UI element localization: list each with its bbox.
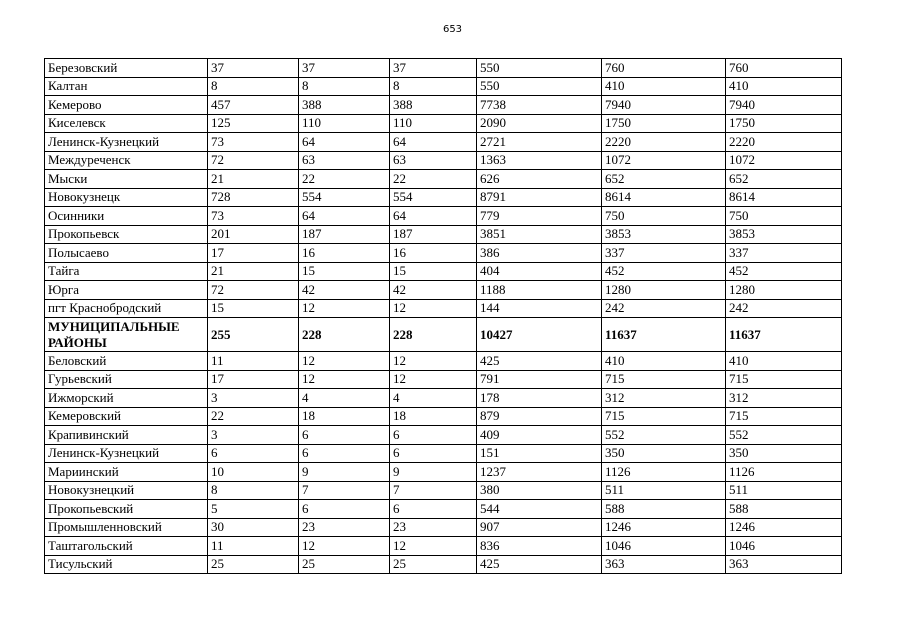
value-cell: 242 [602, 299, 726, 318]
row-label-cell: пгт Краснобродский [45, 299, 208, 318]
value-cell: 1072 [602, 151, 726, 170]
value-cell: 1046 [726, 537, 842, 556]
table-row [45, 555, 842, 574]
value-cell: 12 [299, 299, 390, 318]
value-cell: 42 [390, 281, 477, 300]
value-cell: 3851 [477, 225, 602, 244]
value-cell: 760 [726, 59, 842, 78]
value-cell: 12 [390, 370, 477, 389]
row-label-cell: Кемеровский [45, 407, 208, 426]
value-cell: 187 [390, 225, 477, 244]
value-cell: 8614 [602, 188, 726, 207]
table-row [45, 444, 842, 463]
row-label-cell: Прокопьевский [45, 500, 208, 519]
row-label-cell: Прокопьевск [45, 225, 208, 244]
value-cell: 110 [299, 114, 390, 133]
table-row [45, 262, 842, 281]
value-cell: 242 [726, 299, 842, 318]
value-cell: 511 [602, 481, 726, 500]
value-cell: 25 [299, 555, 390, 574]
value-cell: 178 [477, 389, 602, 408]
value-cell: 728 [208, 188, 299, 207]
value-cell: 64 [299, 207, 390, 226]
value-cell: 312 [726, 389, 842, 408]
value-cell: 21 [208, 170, 299, 189]
value-cell: 18 [390, 407, 477, 426]
value-cell: 715 [602, 407, 726, 426]
table-row [45, 207, 842, 226]
table-row [45, 170, 842, 189]
table-row [45, 463, 842, 482]
value-cell: 380 [477, 481, 602, 500]
table-row [45, 318, 842, 352]
value-cell: 16 [299, 244, 390, 263]
value-cell: 125 [208, 114, 299, 133]
value-cell: 151 [477, 444, 602, 463]
value-cell: 11637 [602, 318, 726, 352]
value-cell: 2220 [602, 133, 726, 152]
value-cell: 388 [299, 96, 390, 115]
value-cell: 715 [726, 370, 842, 389]
row-label-cell: Междуреченск [45, 151, 208, 170]
value-cell: 7940 [726, 96, 842, 115]
value-cell: 17 [208, 244, 299, 263]
value-cell: 201 [208, 225, 299, 244]
value-cell: 1280 [726, 281, 842, 300]
row-label-cell: Гурьевский [45, 370, 208, 389]
value-cell: 64 [299, 133, 390, 152]
value-cell: 1750 [602, 114, 726, 133]
table-row [45, 500, 842, 519]
value-cell: 10 [208, 463, 299, 482]
value-cell: 22 [299, 170, 390, 189]
value-cell: 18 [299, 407, 390, 426]
value-cell: 750 [726, 207, 842, 226]
value-cell: 425 [477, 555, 602, 574]
value-cell: 388 [390, 96, 477, 115]
value-cell: 25 [390, 555, 477, 574]
row-label-cell: МУНИЦИПАЛЬНЫЕ РАЙОНЫ [45, 318, 208, 352]
value-cell: 907 [477, 518, 602, 537]
row-label-cell: Тайга [45, 262, 208, 281]
value-cell: 8 [208, 481, 299, 500]
table-row [45, 407, 842, 426]
value-cell: 255 [208, 318, 299, 352]
value-cell: 9 [390, 463, 477, 482]
value-cell: 1363 [477, 151, 602, 170]
value-cell: 1280 [602, 281, 726, 300]
value-cell: 30 [208, 518, 299, 537]
value-cell: 6 [299, 444, 390, 463]
value-cell: 6 [390, 426, 477, 445]
value-cell: 337 [602, 244, 726, 263]
value-cell: 3 [208, 389, 299, 408]
value-cell: 836 [477, 537, 602, 556]
value-cell: 5 [208, 500, 299, 519]
value-cell: 544 [477, 500, 602, 519]
value-cell: 42 [299, 281, 390, 300]
row-label-cell: Новокузнецкий [45, 481, 208, 500]
table-row [45, 389, 842, 408]
value-cell: 626 [477, 170, 602, 189]
value-cell: 715 [726, 407, 842, 426]
value-cell: 8614 [726, 188, 842, 207]
value-cell: 11637 [726, 318, 842, 352]
value-cell: 554 [390, 188, 477, 207]
row-label-cell: Кемерово [45, 96, 208, 115]
table-row [45, 133, 842, 152]
value-cell: 15 [299, 262, 390, 281]
value-cell: 404 [477, 262, 602, 281]
value-cell: 6 [390, 500, 477, 519]
value-cell: 1046 [602, 537, 726, 556]
table-row [45, 244, 842, 263]
value-cell: 15 [208, 299, 299, 318]
value-cell: 4 [299, 389, 390, 408]
value-cell: 6 [299, 426, 390, 445]
value-cell: 652 [726, 170, 842, 189]
value-cell: 37 [299, 59, 390, 78]
value-cell: 73 [208, 207, 299, 226]
table-row [45, 59, 842, 78]
table-row [45, 537, 842, 556]
row-label-cell: Мариинский [45, 463, 208, 482]
value-cell: 23 [390, 518, 477, 537]
value-cell: 37 [208, 59, 299, 78]
value-cell: 1126 [602, 463, 726, 482]
value-cell: 11 [208, 352, 299, 371]
table-row [45, 481, 842, 500]
value-cell: 1246 [602, 518, 726, 537]
value-cell: 4 [390, 389, 477, 408]
statistics-table [44, 58, 842, 574]
row-label-cell: Юрга [45, 281, 208, 300]
value-cell: 410 [726, 352, 842, 371]
table-row [45, 281, 842, 300]
value-cell: 12 [390, 299, 477, 318]
value-cell: 63 [299, 151, 390, 170]
value-cell: 550 [477, 77, 602, 96]
value-cell: 144 [477, 299, 602, 318]
value-cell: 3853 [726, 225, 842, 244]
row-label-cell: Полысаево [45, 244, 208, 263]
value-cell: 11 [208, 537, 299, 556]
value-cell: 552 [602, 426, 726, 445]
table-row [45, 370, 842, 389]
value-cell: 37 [390, 59, 477, 78]
value-cell: 3853 [602, 225, 726, 244]
value-cell: 1126 [726, 463, 842, 482]
value-cell: 6 [208, 444, 299, 463]
value-cell: 63 [390, 151, 477, 170]
value-cell: 386 [477, 244, 602, 263]
value-cell: 554 [299, 188, 390, 207]
value-cell: 760 [602, 59, 726, 78]
value-cell: 6 [390, 444, 477, 463]
value-cell: 7 [299, 481, 390, 500]
value-cell: 12 [390, 352, 477, 371]
table-row [45, 426, 842, 445]
value-cell: 879 [477, 407, 602, 426]
value-cell: 10427 [477, 318, 602, 352]
value-cell: 452 [602, 262, 726, 281]
value-cell: 588 [602, 500, 726, 519]
row-label-cell: Киселевск [45, 114, 208, 133]
value-cell: 7 [390, 481, 477, 500]
value-cell: 550 [477, 59, 602, 78]
value-cell: 22 [390, 170, 477, 189]
row-label-cell: Ижморский [45, 389, 208, 408]
value-cell: 779 [477, 207, 602, 226]
value-cell: 1188 [477, 281, 602, 300]
value-cell: 12 [390, 537, 477, 556]
value-cell: 350 [602, 444, 726, 463]
value-cell: 22 [208, 407, 299, 426]
row-label-cell: Калтан [45, 77, 208, 96]
row-label-cell: Ленинск-Кузнецкий [45, 133, 208, 152]
table-row [45, 352, 842, 371]
table-row [45, 225, 842, 244]
value-cell: 363 [726, 555, 842, 574]
value-cell: 1072 [726, 151, 842, 170]
value-cell: 511 [726, 481, 842, 500]
value-cell: 72 [208, 151, 299, 170]
row-label-cell: Мыски [45, 170, 208, 189]
value-cell: 410 [602, 352, 726, 371]
row-label-cell: Тисульский [45, 555, 208, 574]
value-cell: 652 [602, 170, 726, 189]
value-cell: 791 [477, 370, 602, 389]
value-cell: 7738 [477, 96, 602, 115]
row-label-cell: Таштагольский [45, 537, 208, 556]
value-cell: 1246 [726, 518, 842, 537]
value-cell: 552 [726, 426, 842, 445]
value-cell: 16 [390, 244, 477, 263]
row-label-cell: Березовский [45, 59, 208, 78]
value-cell: 15 [390, 262, 477, 281]
table-body [45, 59, 842, 574]
value-cell: 2090 [477, 114, 602, 133]
value-cell: 8 [208, 77, 299, 96]
value-cell: 110 [390, 114, 477, 133]
row-label-cell: Осинники [45, 207, 208, 226]
value-cell: 64 [390, 133, 477, 152]
table-row [45, 151, 842, 170]
value-cell: 21 [208, 262, 299, 281]
value-cell: 228 [299, 318, 390, 352]
value-cell: 25 [208, 555, 299, 574]
value-cell: 12 [299, 370, 390, 389]
value-cell: 187 [299, 225, 390, 244]
page-number: 653 [442, 24, 463, 35]
value-cell: 23 [299, 518, 390, 537]
value-cell: 588 [726, 500, 842, 519]
value-cell: 7940 [602, 96, 726, 115]
value-cell: 64 [390, 207, 477, 226]
value-cell: 12 [299, 537, 390, 556]
row-label-cell: Новокузнецк [45, 188, 208, 207]
value-cell: 1750 [726, 114, 842, 133]
value-cell: 337 [726, 244, 842, 263]
table-row [45, 188, 842, 207]
value-cell: 452 [726, 262, 842, 281]
value-cell: 350 [726, 444, 842, 463]
value-cell: 410 [602, 77, 726, 96]
table-row [45, 96, 842, 115]
value-cell: 750 [602, 207, 726, 226]
table-row [45, 518, 842, 537]
value-cell: 73 [208, 133, 299, 152]
value-cell: 457 [208, 96, 299, 115]
value-cell: 410 [726, 77, 842, 96]
value-cell: 6 [299, 500, 390, 519]
value-cell: 9 [299, 463, 390, 482]
table-row [45, 77, 842, 96]
value-cell: 8 [390, 77, 477, 96]
value-cell: 2220 [726, 133, 842, 152]
value-cell: 228 [390, 318, 477, 352]
value-cell: 363 [602, 555, 726, 574]
value-cell: 2721 [477, 133, 602, 152]
table-row [45, 299, 842, 318]
value-cell: 17 [208, 370, 299, 389]
table-row [45, 114, 842, 133]
value-cell: 72 [208, 281, 299, 300]
value-cell: 715 [602, 370, 726, 389]
value-cell: 12 [299, 352, 390, 371]
value-cell: 3 [208, 426, 299, 445]
value-cell: 312 [602, 389, 726, 408]
value-cell: 409 [477, 426, 602, 445]
row-label-cell: Крапивинский [45, 426, 208, 445]
value-cell: 425 [477, 352, 602, 371]
row-label-cell: Беловский [45, 352, 208, 371]
value-cell: 8 [299, 77, 390, 96]
value-cell: 1237 [477, 463, 602, 482]
value-cell: 8791 [477, 188, 602, 207]
row-label-cell: Ленинск-Кузнецкий [45, 444, 208, 463]
row-label-cell: Промышленновский [45, 518, 208, 537]
